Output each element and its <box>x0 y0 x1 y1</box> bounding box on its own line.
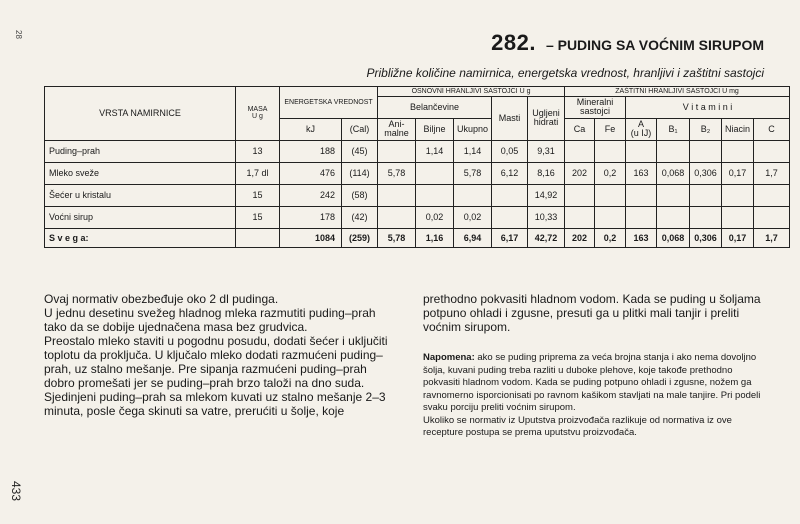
cell-b1: 0,068 <box>657 162 690 184</box>
cell-ugljeni: 10,33 <box>528 206 565 228</box>
cell-b2 <box>690 140 722 162</box>
header-c: C <box>754 118 790 140</box>
cell-c <box>754 184 790 206</box>
header-vrsta: VRSTA NAMIRNICE <box>45 87 236 141</box>
header-ukupno: Ukupno <box>454 118 492 140</box>
header-a-label: A <box>638 118 645 129</box>
cell-b2 <box>690 184 722 206</box>
cell-name: Voćni sirup <box>45 206 236 228</box>
cell-biljne: 1,14 <box>416 140 454 162</box>
body-left <box>44 292 396 418</box>
paragraph: U jednu desetinu svežeg hladnog mleka razmutiti puding–prah tako da se dobije ujednačena masa bez grudvica. <box>44 306 376 334</box>
header-ugljeni: Ugljeni hidrati <box>528 97 565 141</box>
cell-masti: 6,17 <box>492 228 528 247</box>
header-masa-label: MASA <box>247 106 268 114</box>
cell-ukupno: 0,02 <box>454 206 492 228</box>
cell-ukupno: 1,14 <box>454 140 492 162</box>
cell-biljne: 0,02 <box>416 206 454 228</box>
cell-masti: 0,05 <box>492 140 528 162</box>
cell-niacin <box>722 184 754 206</box>
cell-fe <box>595 206 626 228</box>
header-b1: B₁ <box>657 118 690 140</box>
cell-animalne <box>378 184 416 206</box>
page-number: 433 <box>9 480 24 502</box>
cell-masti <box>492 184 528 206</box>
cell-masa: 1,7 dl <box>236 162 280 184</box>
header-biljne: Biljne <box>416 118 454 140</box>
cell-cal: (42) <box>342 206 378 228</box>
cell-masa: 15 <box>236 206 280 228</box>
header-fe: Fe <box>595 118 626 140</box>
cell-cal: (114) <box>342 162 378 184</box>
cell-ukupno: 6,94 <box>454 228 492 247</box>
cell-a <box>626 206 657 228</box>
header-cal: (Cal) <box>342 118 378 140</box>
cell-masa: 13 <box>236 140 280 162</box>
cell-niacin <box>722 140 754 162</box>
cell-a <box>626 140 657 162</box>
cell-b1 <box>657 206 690 228</box>
cell-biljne <box>416 184 454 206</box>
note-label: Napomena: <box>423 352 475 363</box>
cell-ukupno: 5,78 <box>454 162 492 184</box>
cell-masti: 6,12 <box>492 162 528 184</box>
cell-c: 1,7 <box>754 162 790 184</box>
cell-niacin: 0,17 <box>722 228 754 247</box>
cell-niacin <box>722 206 754 228</box>
cell-ukupno <box>454 184 492 206</box>
cell-a <box>626 184 657 206</box>
cell-b1 <box>657 140 690 162</box>
header-a-unit: (u IJ) <box>630 128 652 139</box>
cell-fe <box>595 184 626 206</box>
cell-fe: 0,2 <box>595 162 626 184</box>
cell-c <box>754 140 790 162</box>
cell-masa: 15 <box>236 184 280 206</box>
header-energetska: ENERGETSKA VREDNOST <box>280 87 378 119</box>
cell-name: Puding–prah <box>45 140 236 162</box>
header-osnovni: OSNOVNI HRANLJIVI SASTOJCI U g <box>378 87 565 97</box>
cell-fe: 0,2 <box>595 228 626 247</box>
cell-ca: 202 <box>565 228 595 247</box>
table-row <box>45 206 790 228</box>
cell-name: S v e g a: <box>45 228 236 247</box>
header-belancevine: Belančevine <box>378 97 492 119</box>
table-row <box>45 184 790 206</box>
recipe-title <box>491 30 764 56</box>
note <box>423 352 769 440</box>
cell-ca <box>565 140 595 162</box>
cell-b2 <box>690 206 722 228</box>
nutrition-table <box>44 86 790 248</box>
header-masti: Masti <box>492 97 528 141</box>
note-text: ako se puding priprema za veća brojna stanja i ako nema dovoljno šolja, kuvani puding treba razliti u duboke plehove, koje takođe prethodno pokvasiti hladnom vodom. Kada se puding potpuno ohladi i zgusne, nožem ga ravnomerno isporcionisati po ravnom kašikom stavljati na male tanjire. Pri podeli svaku porciju preliti voćnim sirupom. <box>423 352 761 413</box>
header-animalne: Ani- malne <box>378 118 416 140</box>
cell-a: 163 <box>626 228 657 247</box>
header-a <box>626 118 657 140</box>
header-zastitni: ZAŠTITNI HRANLJIVI SASTOJCI U mg <box>565 87 790 97</box>
paragraph: Preostalo mleko staviti u pogodnu posudu, dodati šećer i uključiti toplotu da proključa. U ključalo mleko dodati razmućeni puding–prah, uz stalno mešanje. Pre sipanja razmućeni puding–prah dobro promešati jer se puding–prah brzo taloži na dno suda. <box>44 334 388 390</box>
header-b2: B₂ <box>690 118 722 140</box>
header-mineralni: Mineralni sastojci <box>565 97 626 119</box>
cell-kj: 178 <box>280 206 342 228</box>
recipe-number: 282. <box>491 30 536 55</box>
header-niacin: Niacin <box>722 118 754 140</box>
cell-kj: 476 <box>280 162 342 184</box>
cell-ugljeni: 42,72 <box>528 228 565 247</box>
cell-niacin: 0,17 <box>722 162 754 184</box>
recipe-name: – PUDING SA VOĆNIM SIRUPOM <box>545 37 764 53</box>
header-vitamini: V i t a m i n i <box>626 97 790 119</box>
table-subtitle: Približne količine namirnica, energetska vrednost, hranljivi i zaštitni sastojci <box>366 66 764 80</box>
cell-ca <box>565 206 595 228</box>
cell-b2: 0,306 <box>690 228 722 247</box>
table-row <box>45 162 790 184</box>
paragraph-continued: prethodno pokvasiti hladnom vodom. Kada se puding u šoljama potpuno ohladi i zgusne, presuti ga u plitki mali tanjir i preliti voćnim sirupom. <box>423 292 761 334</box>
page-mark-top: 28 <box>13 30 23 39</box>
table-total-row <box>45 228 790 247</box>
cell-cal: (259) <box>342 228 378 247</box>
cell-ugljeni: 8,16 <box>528 162 565 184</box>
cell-ca: 202 <box>565 162 595 184</box>
header-masa-unit: U g <box>252 113 263 121</box>
table-row <box>45 140 790 162</box>
cell-c: 1,7 <box>754 228 790 247</box>
header-kj: kJ <box>280 118 342 140</box>
cell-animalne: 5,78 <box>378 228 416 247</box>
cell-animalne: 5,78 <box>378 162 416 184</box>
cell-biljne <box>416 162 454 184</box>
cell-b2: 0,306 <box>690 162 722 184</box>
cell-fe <box>595 140 626 162</box>
paragraph: Ovaj normativ obezbeđuje oko 2 dl pudinga. <box>44 292 279 306</box>
cell-ugljeni: 9,31 <box>528 140 565 162</box>
cell-b1: 0,068 <box>657 228 690 247</box>
cell-masti <box>492 206 528 228</box>
cell-biljne: 1,16 <box>416 228 454 247</box>
body-right <box>423 292 769 440</box>
cell-a: 163 <box>626 162 657 184</box>
cell-cal: (58) <box>342 184 378 206</box>
cell-animalne <box>378 206 416 228</box>
cell-kj: 1084 <box>280 228 342 247</box>
cell-kj: 188 <box>280 140 342 162</box>
paragraph: Sjedinjeni puding–prah sa mlekom kuvati uz stalno mešanje 2–3 minuta, posle čega skinuti sa vatre, prerućiti u šolje, koje <box>44 390 386 418</box>
cell-cal: (45) <box>342 140 378 162</box>
cell-kj: 242 <box>280 184 342 206</box>
header-ca: Ca <box>565 118 595 140</box>
cell-ugljeni: 14,92 <box>528 184 565 206</box>
cell-name: Šećer u kristalu <box>45 184 236 206</box>
note-text-2: Ukoliko se normativ iz Uputstva proizvođača razlikuje od normativa iz ove recepture postupa se prema uputstvu proizvođača. <box>423 414 732 438</box>
cell-c <box>754 206 790 228</box>
cell-name: Mleko sveže <box>45 162 236 184</box>
cell-animalne <box>378 140 416 162</box>
cell-b1 <box>657 184 690 206</box>
cell-ca <box>565 184 595 206</box>
cell-masa <box>236 228 280 247</box>
header-masa <box>236 87 280 141</box>
table-body <box>45 140 790 247</box>
